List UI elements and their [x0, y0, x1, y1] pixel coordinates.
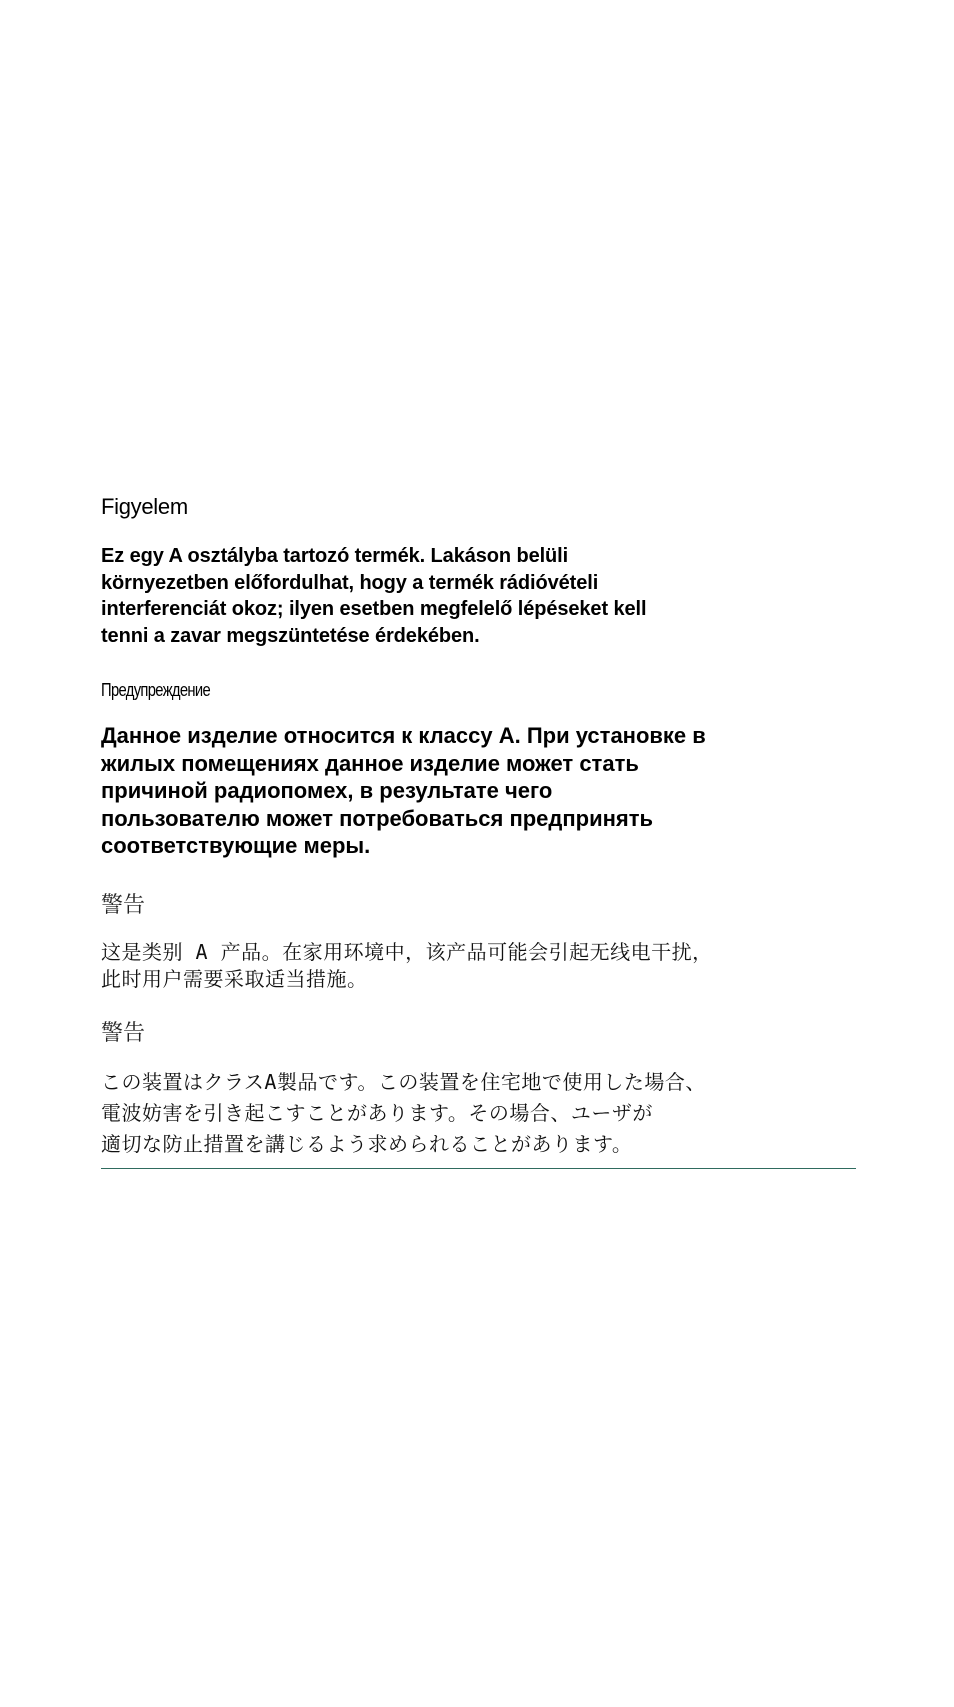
- paragraph-line: жилых помещениях данное изделие может стать: [101, 750, 639, 776]
- document-page: [101, 0, 856, 1707]
- heading-hungarian: Figyelem: [101, 494, 188, 519]
- paragraph-line: tenni a zavar megszüntetése érdekében.: [101, 624, 480, 647]
- paragraph-line: Ez egy A osztályba tartozó termék. Lakáson belüli: [101, 545, 569, 567]
- heading-russian: Предупреждение: [101, 680, 211, 700]
- paragraph-hungarian: [101, 543, 761, 649]
- paragraph-line: környezetben előfordulhat, hogy a termék rádióvételi: [101, 571, 599, 594]
- paragraph-line: причиной радиопомех, в результате чего: [101, 778, 553, 803]
- paragraph-line: この装置はクラスA製品です。この装置を住宅地で使用した場合、: [101, 1070, 706, 1094]
- section-russian: [101, 679, 761, 701]
- heading-chinese: 警告: [101, 893, 146, 918]
- section-hungarian: [101, 494, 761, 520]
- paragraph-chinese: [101, 939, 801, 993]
- paragraph-line: 此时用户需要采取适当措施。: [101, 967, 368, 991]
- section-japanese: [101, 1021, 761, 1047]
- paragraph-line: 電波妨害を引き起こすことがあります。その場合、ユーザが: [101, 1101, 653, 1125]
- paragraph-line: пользователю может потребоваться предпринять: [101, 805, 654, 831]
- heading-japanese: 警告: [101, 1021, 146, 1046]
- section-divider: [101, 1168, 856, 1169]
- section-chinese: [101, 893, 761, 919]
- paragraph-line: interferenciát okoz; ilyen esetben megfelelő lépéseket kell: [101, 598, 647, 620]
- paragraph-line: соответствующие меры.: [101, 833, 371, 858]
- paragraph-line: 適切な防止措置を講じるよう求められることがあります。: [101, 1132, 633, 1156]
- paragraph-russian: [101, 722, 781, 860]
- paragraph-line: Данное изделие относится к классу А. При установке в: [101, 723, 706, 748]
- paragraph-line: 这是类别 A 产品。在家用环境中，该产品可能会引起无线电干扰，: [101, 940, 713, 964]
- paragraph-japanese: [101, 1067, 801, 1160]
